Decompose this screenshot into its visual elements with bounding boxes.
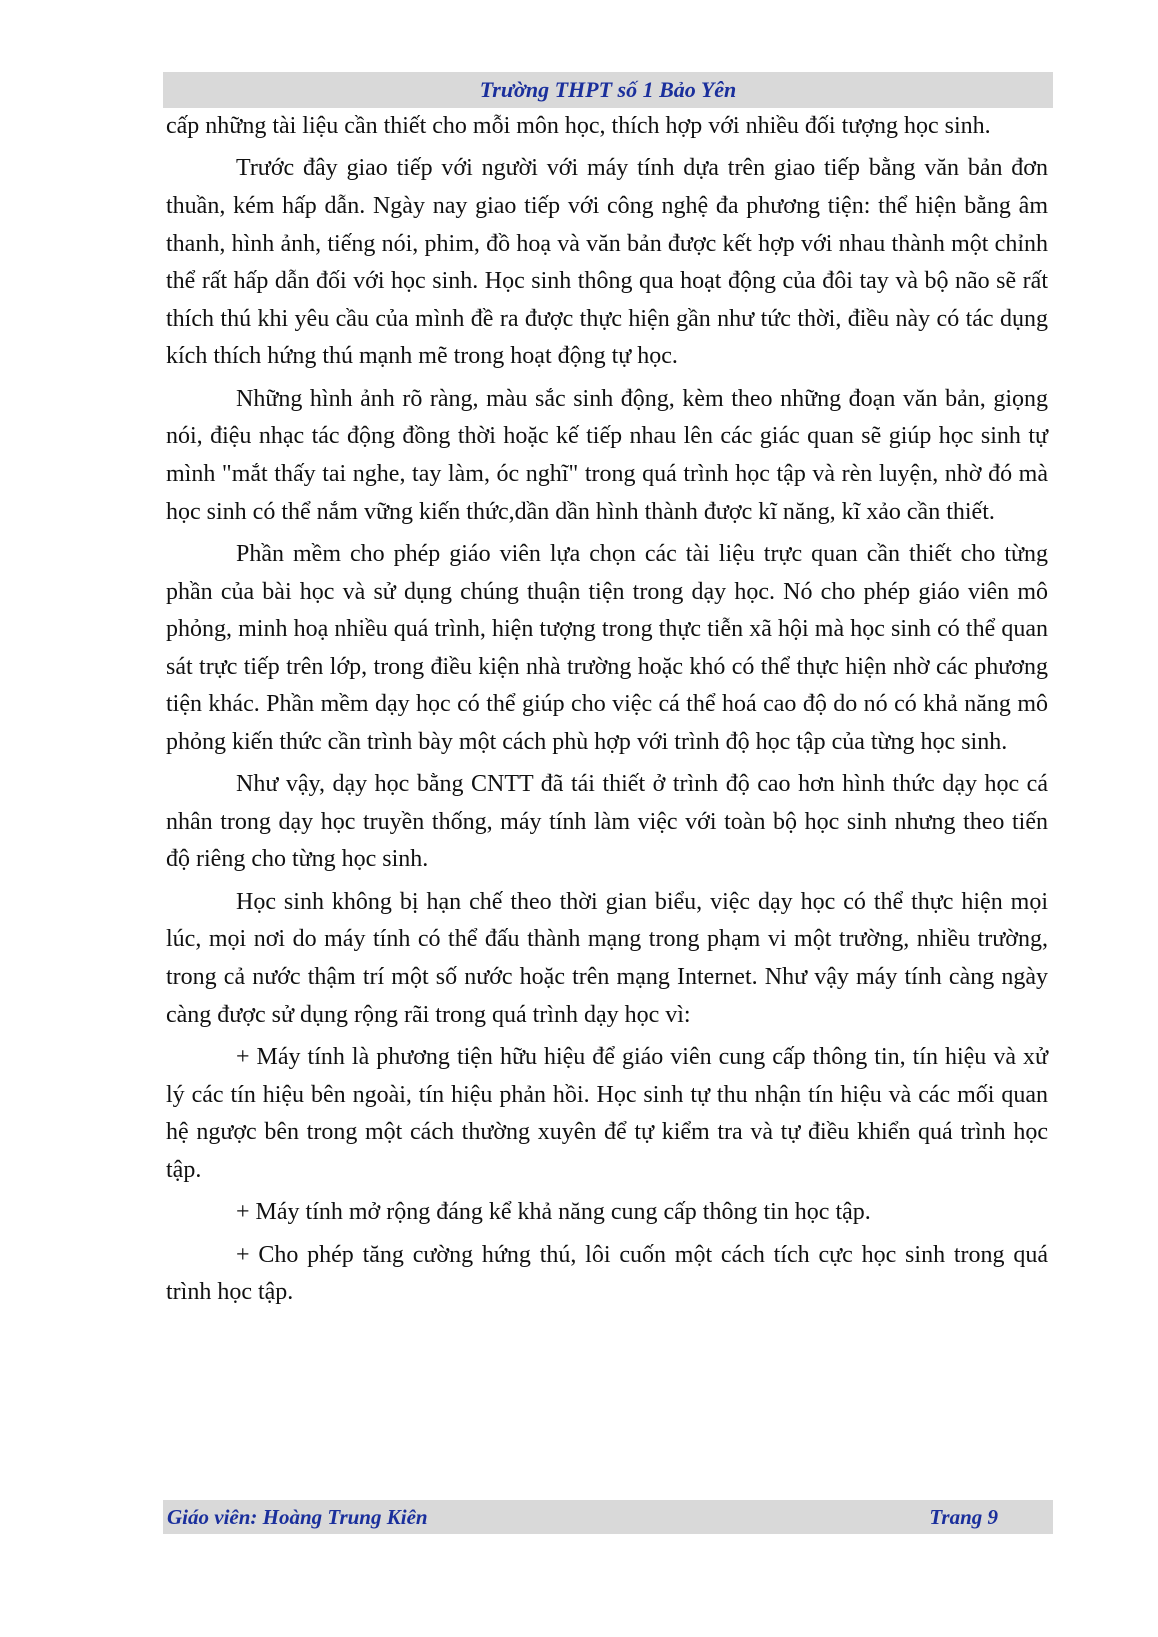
document-body bbox=[166, 108, 1048, 1317]
bullet-paragraph: + Máy tính là phương tiện hữu hiệu để giáo viên cung cấp thông tin, tín hiệu và xử lý các tín hiệu bên ngoài, tín hiệu phản hồi. Học sinh tự thu nhận tín hiệu và các mối quan hệ ngược bên trong một cách thường xuyên để tự kiểm tra và tự điều khiển quá trình học tập. bbox=[166, 1044, 1048, 1183]
school-name: Trường THPT số 1 Bảo Yên bbox=[479, 77, 737, 102]
bullet-paragraph: + Cho phép tăng cường hứng thú, lôi cuốn một cách tích cực học sinh trong quá trình học tập. bbox=[166, 1241, 1048, 1306]
paragraph: Trước đây giao tiếp với người với máy tính dựa trên giao tiếp bằng văn bản đơn thuần, kém hấp dẫn. Ngày nay giao tiếp với công nghệ đa phương tiện: thể hiện bằng âm thanh, hình ảnh, tiếng nói, phim, đồ hoạ và văn bản được kết hợp với nhau thành một chỉnh thể rất hấp dẫn đối với học sinh. Học sinh thông qua hoạt động của đôi tay và bộ não sẽ rất thích thú khi yêu cầu của mình đề ra được thực hiện gần như tức thời, điều này có tác dụng kích thích hứng thú mạnh mẽ trong hoạt động tự học. bbox=[166, 155, 1048, 370]
paragraph: Học sinh không bị hạn chế theo thời gian biểu, việc dạy học có thể thực hiện mọi lúc, mọi nơi do máy tính có thể đấu thành mạng trong phạm vi một trường, nhiều trường, trong cả nước thậm trí một số nước hoặc trên mạng Internet. Như vậy máy tính càng ngày càng được sử dụng rộng rãi trong quá trình dạy học vì: bbox=[166, 888, 1048, 1028]
paragraph: cấp những tài liệu cần thiết cho mỗi môn học, thích hợp với nhiều đối tượng học sinh. bbox=[166, 113, 991, 139]
paragraph: Phần mềm cho phép giáo viên lựa chọn các tài liệu trực quan cần thiết cho từng phần của bài học và sử dụng chúng thuận tiện trong dạy học. Nó cho phép giáo viên mô phỏng, minh hoạ nhiều quá trình, hiện tượng trong thực tiễn xã hội mà học sinh có thể quan sát trực tiếp trên lớp, trong điều kiện nhà trường hoặc khó có thể thực hiện nhờ các phương tiện khác. Phần mềm dạy học có thể giúp cho việc cá thể hoá cao độ do nó có khả năng mô phỏng kiến thức cần trình bày một cách phù hợp với trình độ học tập của từng học sinh. bbox=[166, 540, 1048, 755]
paragraph: Những hình ảnh rõ ràng, màu sắc sinh động, kèm theo những đoạn văn bản, giọng nói, điệu nhạc tác động đồng thời hoặc kế tiếp nhau lên các giác quan sẽ giúp học sinh tự mình "mắt thấy tai nghe, tay làm, óc nghĩ" trong quá trình học tập và rèn luyện, nhờ đó mà học sinh có thể nắm vững kiến thức,dần dần hình thành được kĩ năng, kĩ xảo cần thiết. bbox=[166, 385, 1048, 525]
page-header bbox=[163, 72, 1053, 108]
paragraph: Như vậy, dạy học bằng CNTT đã tái thiết ở trình độ cao hơn hình thức dạy học cá nhân trong dạy học truyền thống, máy tính làm việc với toàn bộ học sinh nhưng theo tiến độ riêng cho từng học sinh. bbox=[166, 771, 1048, 873]
teacher-name: Giáo viên: Hoàng Trung Kiên bbox=[167, 1505, 428, 1529]
page-number: Trang 9 bbox=[929, 1505, 998, 1529]
bullet-paragraph: + Máy tính mở rộng đáng kể khả năng cung cấp thông tin học tập. bbox=[236, 1199, 871, 1226]
page-footer bbox=[163, 1500, 1053, 1534]
